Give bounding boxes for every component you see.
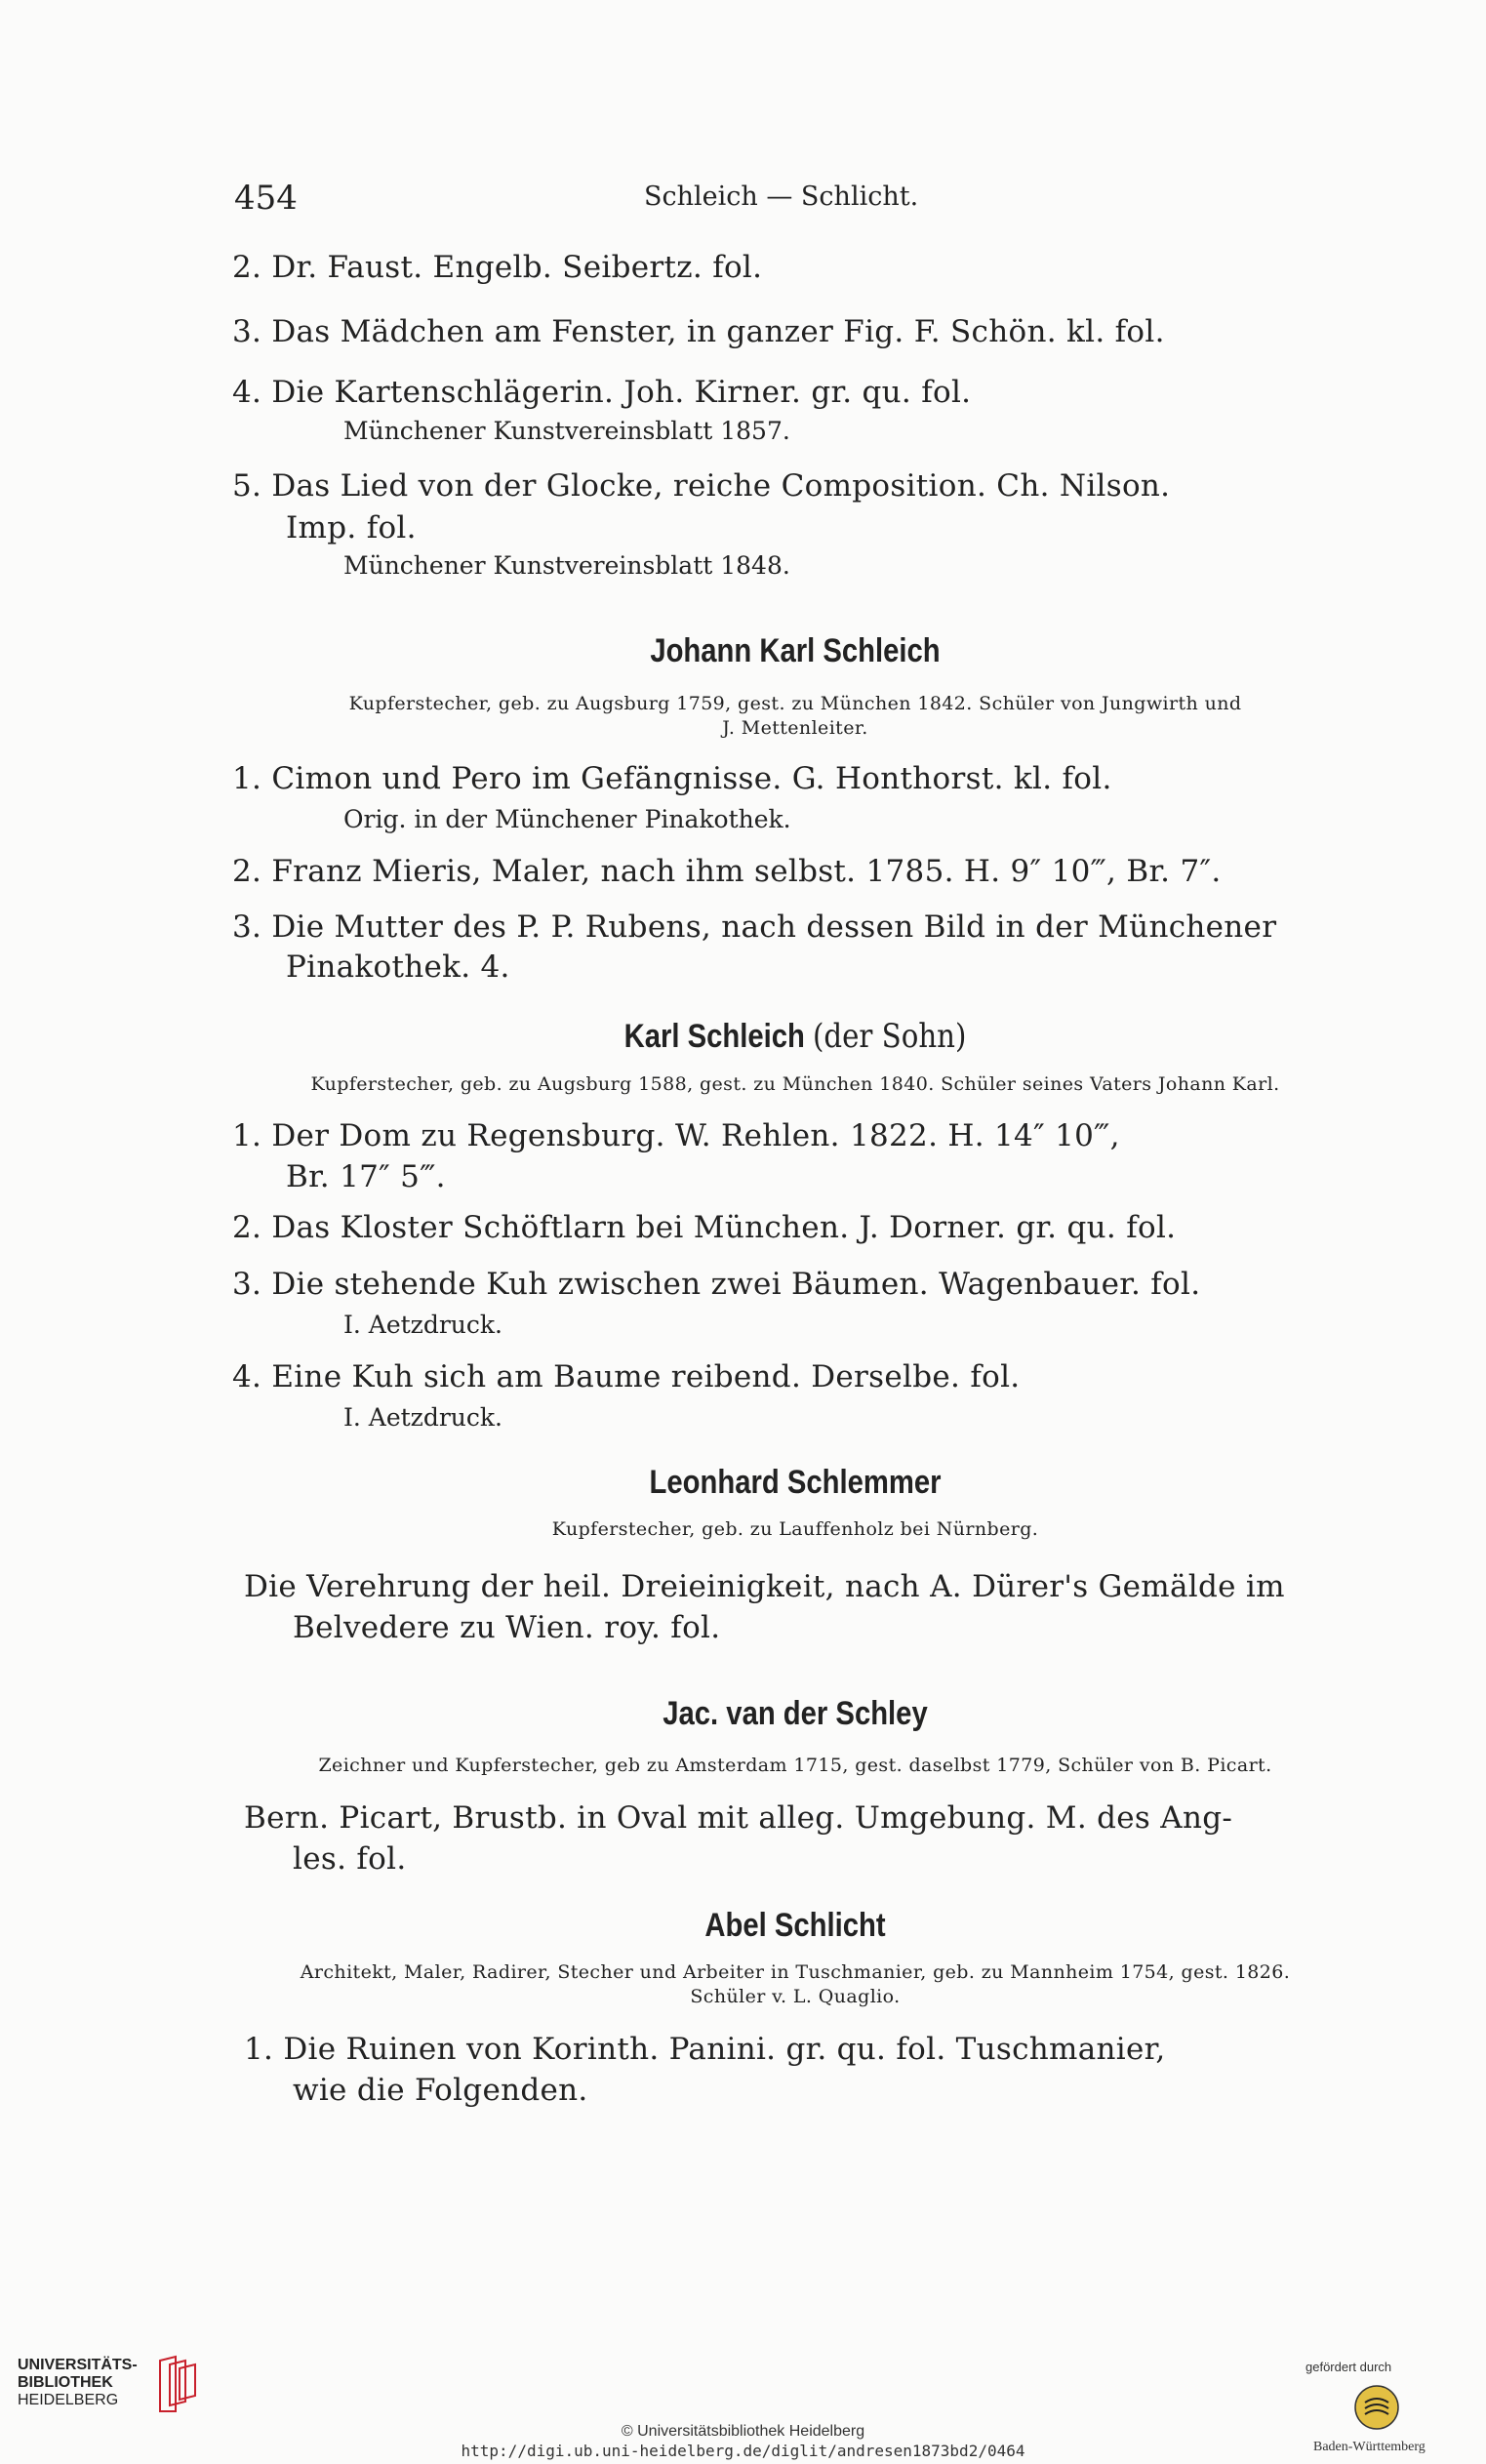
- artist-heading: [317, 1017, 1273, 1056]
- artist-bio: J. Mettenleiter.: [722, 717, 868, 739]
- entry-line: 4. Die Kartenschlägerin. Joh. Kirner. gr. qu. fol.: [232, 375, 972, 410]
- library-emblem-icon: [146, 2353, 224, 2415]
- artist-heading-name: Karl Schleich: [623, 1018, 805, 1055]
- copyright-notice: © Universitätsbibliothek Heidelberg: [621, 2423, 865, 2440]
- entry-note: I. Aetzdruck.: [343, 1311, 502, 1339]
- artist-heading: Jac. van der Schley: [663, 1695, 928, 1732]
- logo-line: BIBLIOTHEK: [18, 2374, 113, 2391]
- entry-line: 2. Dr. Faust. Engelb. Seibertz. fol.: [232, 250, 763, 285]
- entry-line: Bern. Picart, Brustb. in Oval mit alleg. Umgebung. M. des Ang-: [244, 1800, 1233, 1836]
- page-number: 454: [234, 179, 298, 218]
- entry-line: 2. Franz Mieris, Maler, nach ihm selbst. 1785. H. 9″ 10‴, Br. 7″.: [232, 854, 1222, 889]
- entry-line: 1. Cimon und Pero im Gefängnisse. G. Honthorst. kl. fol.: [232, 761, 1112, 796]
- logo-line: HEIDELBERG: [18, 2392, 119, 2408]
- entry-line: 1. Die Ruinen von Korinth. Panini. gr. qu. fol. Tuschmanier,: [244, 2032, 1166, 2067]
- artist-heading: Johann Karl Schleich: [650, 632, 941, 669]
- artist-bio: Architekt, Maler, Radirer, Stecher und Arbeiter in Tuschmanier, geb. zu Mannheim 1754, gest. 1826.: [300, 1961, 1291, 1983]
- entry-line: 5. Das Lied von der Glocke, reiche Composition. Ch. Nilson.: [232, 468, 1171, 504]
- entry-note: Münchener Kunstvereinsblatt 1848.: [343, 551, 790, 580]
- entry-line: 1. Der Dom zu Regensburg. W. Rehlen. 1822. H. 14″ 10‴,: [232, 1118, 1120, 1153]
- entry-note: Orig. in der Münchener Pinakothek.: [343, 805, 791, 833]
- permalink[interactable]: http://digi.ub.uni-heidelberg.de/diglit/andresen1873bd2/0464: [461, 2442, 1025, 2460]
- entry-line: Belvedere zu Wien. roy. fol.: [293, 1610, 721, 1645]
- state-coat-of-arms-icon: [1351, 2381, 1402, 2434]
- entry-line: 3. Die Mutter des P. P. Rubens, nach dessen Bild in der Münchener: [232, 909, 1277, 945]
- entry-note: I. Aetzdruck.: [343, 1403, 502, 1432]
- funding-label: gefördert durch: [1305, 2360, 1392, 2374]
- entry-line: Die Verehrung der heil. Dreieinigkeit, nach A. Dürer's Gemälde im: [244, 1569, 1285, 1604]
- entry-line: 3. Das Mädchen am Fenster, in ganzer Fig. F. Schön. kl. fol.: [232, 314, 1165, 349]
- entry-line: 2. Das Kloster Schöftlarn bei München. J. Dorner. gr. qu. fol.: [232, 1210, 1177, 1245]
- entry-line: 3. Die stehende Kuh zwischen zwei Bäumen. Wagenbauer. fol.: [232, 1267, 1201, 1302]
- entry-line: Imp. fol.: [286, 510, 417, 545]
- artist-bio: Kupferstecher, geb. zu Augsburg 1759, gest. zu München 1842. Schüler von Jungwirth und: [348, 693, 1242, 714]
- entry-note: Münchener Kunstvereinsblatt 1857.: [343, 417, 790, 445]
- logo-text: [18, 2357, 138, 2409]
- artist-heading: Abel Schlicht: [704, 1907, 886, 1944]
- artist-bio: Kupferstecher, geb. zu Lauffenholz bei Nürnberg.: [551, 1518, 1039, 1540]
- entry-line: Pinakothek. 4.: [286, 949, 510, 985]
- artist-bio: Kupferstecher, geb. zu Augsburg 1588, gest. zu München 1840. Schüler seines Vaters Johann Karl.: [310, 1073, 1280, 1095]
- funder-name: Baden-Württemberg: [1313, 2440, 1426, 2454]
- artist-heading: Leonhard Schlemmer: [649, 1464, 942, 1501]
- artist-bio: Zeichner und Kupferstecher, geb zu Amsterdam 1715, gest. daselbst 1779, Schüler von B. Picart.: [318, 1755, 1272, 1776]
- artist-heading-sub: (der Sohn): [812, 1017, 967, 1056]
- artist-bio: Schüler v. L. Quaglio.: [690, 1986, 901, 2007]
- entry-line: les. fol.: [293, 1841, 407, 1877]
- running-head: Schleich — Schlicht.: [644, 182, 919, 212]
- logo-line: UNIVERSITÄTS-: [18, 2357, 138, 2373]
- entry-line: Br. 17″ 5‴.: [286, 1159, 446, 1194]
- entry-line: 4. Eine Kuh sich am Baume reibend. Derselbe. fol.: [232, 1359, 1021, 1394]
- library-logo[interactable]: [18, 2357, 138, 2409]
- entry-line: wie die Folgenden.: [293, 2073, 588, 2108]
